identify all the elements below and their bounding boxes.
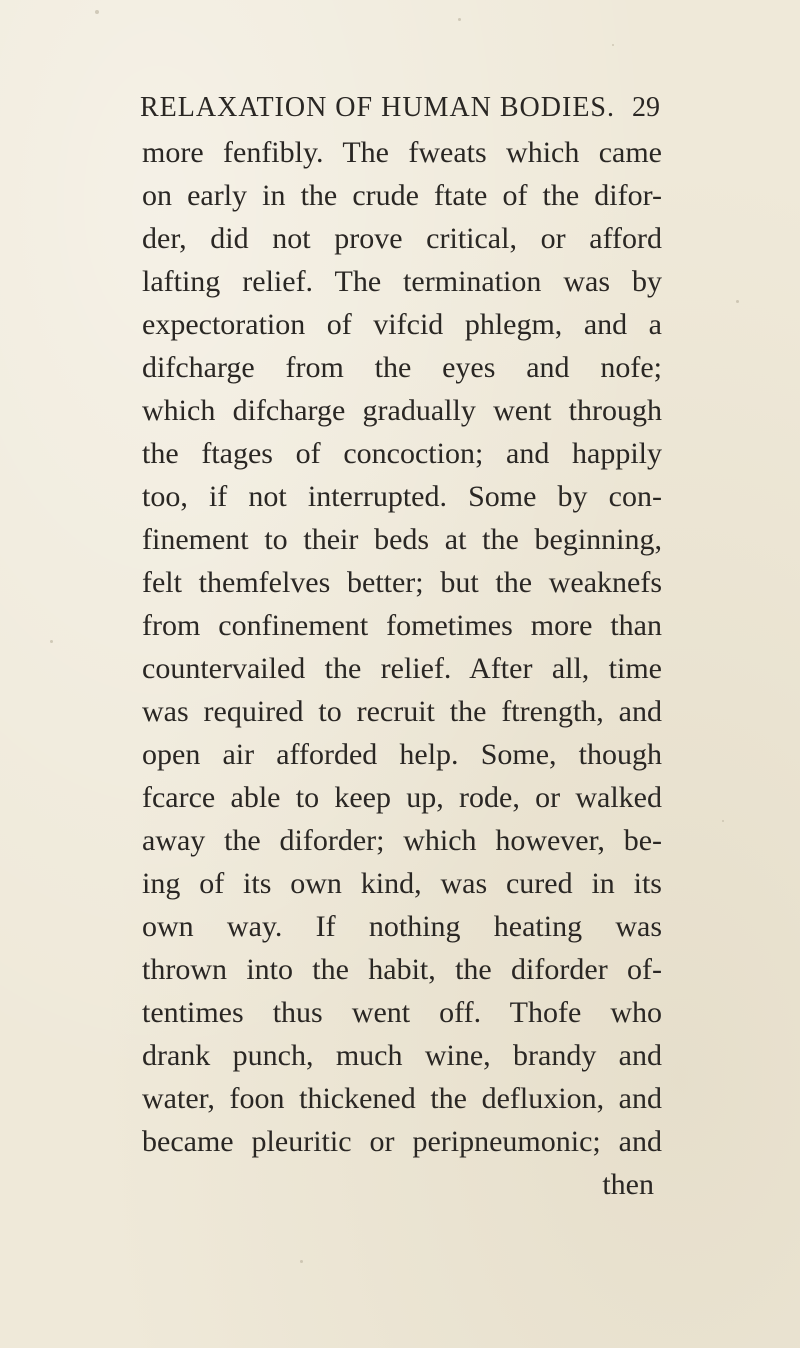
- text-line: was required to recruit the ftrength, and: [142, 695, 662, 728]
- text-line: the ftages of concoction; and happily: [142, 437, 662, 470]
- text-line: too, if not interrupted. Some by con-: [142, 480, 662, 513]
- text-line: open air afforded help. Some, though: [142, 738, 662, 771]
- text-line: on early in the crude ftate of the difor-: [142, 179, 662, 212]
- text-line: felt themfelves better; but the weaknefs: [142, 566, 662, 599]
- text-line: away the diforder; which however, be-: [142, 824, 662, 857]
- page-header: [140, 88, 660, 128]
- text-line: thrown into the habit, the diforder of-: [142, 953, 662, 986]
- text-line: which difcharge gradually went through: [142, 394, 662, 427]
- text-line: fcarce able to keep up, rode, or walked: [142, 781, 662, 814]
- text-line: expectoration of vifcid phlegm, and a: [142, 308, 662, 341]
- text-line: drank punch, much wine, brandy and: [142, 1039, 662, 1072]
- page-number: 29: [632, 92, 660, 123]
- body-text: [142, 131, 662, 1206]
- text-line: difcharge from the eyes and nofe;: [142, 351, 662, 384]
- text-line: tentimes thus went off. Thofe who: [142, 996, 662, 1029]
- running-head: RELAXATION OF HUMAN BODIES.: [140, 92, 615, 123]
- text-line: became pleuritic or peripneumonic; and: [142, 1125, 662, 1158]
- text-line: from confinement fometimes more than: [142, 609, 662, 642]
- text-line: ing of its own kind, was cured in its: [142, 867, 662, 900]
- catchword: then: [602, 1168, 654, 1201]
- text-line: der, did not prove critical, or afford: [142, 222, 662, 255]
- text-line: own way. If nothing heating was: [142, 910, 662, 943]
- text-line: finement to their beds at the beginning,: [142, 523, 662, 556]
- text-line: more fenfibly. The fweats which came: [142, 136, 662, 169]
- text-line: countervailed the relief. After all, time: [142, 652, 662, 685]
- text-line: water, foon thickened the defluxion, and: [142, 1082, 662, 1115]
- text-line: lafting relief. The termination was by: [142, 265, 662, 298]
